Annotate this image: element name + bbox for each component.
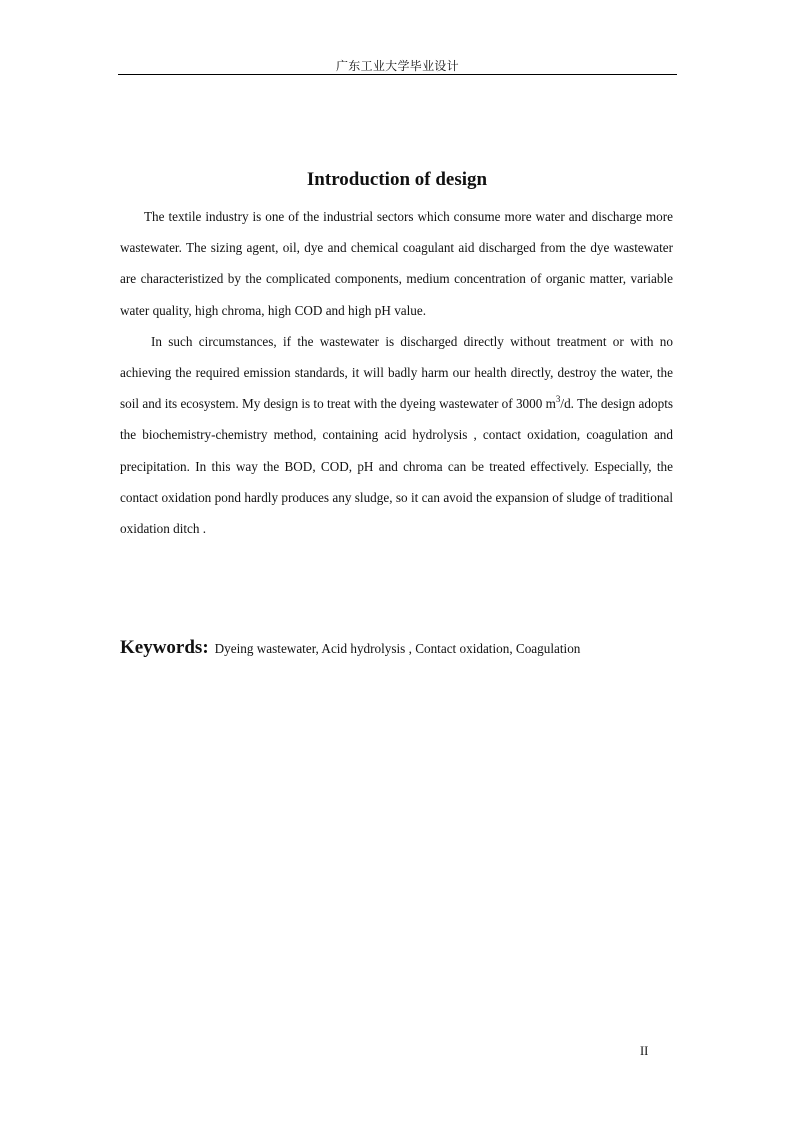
page-number: II bbox=[640, 1044, 649, 1058]
paragraph-2-text-end: /d. The design adopts the biochemistry-chemistry method, containing acid hydrolysis , contact oxidation, coagulation and precipitation. In this way the BOD, COD, pH and chroma can be treated effectively. Especially, the contact oxidation pond hardly produces any sludge, so it can avoid the expansion of sludge of traditional oxidation ditch . bbox=[120, 396, 673, 537]
paragraph-2-text-start: In such circumstances, if the wastewater is discharged directly without treatment or with no achieving the required emission standards, it will badly harm our health directly, destroy the water, the soil and its ecosystem. My design is to treat with the dyeing wastewater of 3000 m bbox=[120, 333, 673, 412]
keywords-list: Dyeing wastewater, Acid hydrolysis , Contact oxidation, Coagulation bbox=[214, 641, 581, 656]
paragraph-1: The textile industry is one of the industrial sectors which consume more water and discharge more wastewater. The sizing agent, oil, dye and chemical coagulant aid discharged from the dye wastewater are characteristized by the complicated components, medium concentration of organic matter, variable water quality, high chroma, high COD and high pH value. bbox=[120, 209, 673, 318]
keywords-label: Keywords: bbox=[120, 637, 209, 658]
keywords-line bbox=[120, 634, 680, 663]
unit-superscript: 3 bbox=[555, 393, 561, 404]
header-title: 广东工业大学毕业设计 bbox=[335, 59, 459, 73]
page-header bbox=[118, 57, 677, 75]
paragraph-2 bbox=[120, 326, 673, 544]
abstract-body bbox=[120, 201, 673, 544]
page-title: Introduction of design bbox=[306, 169, 488, 190]
